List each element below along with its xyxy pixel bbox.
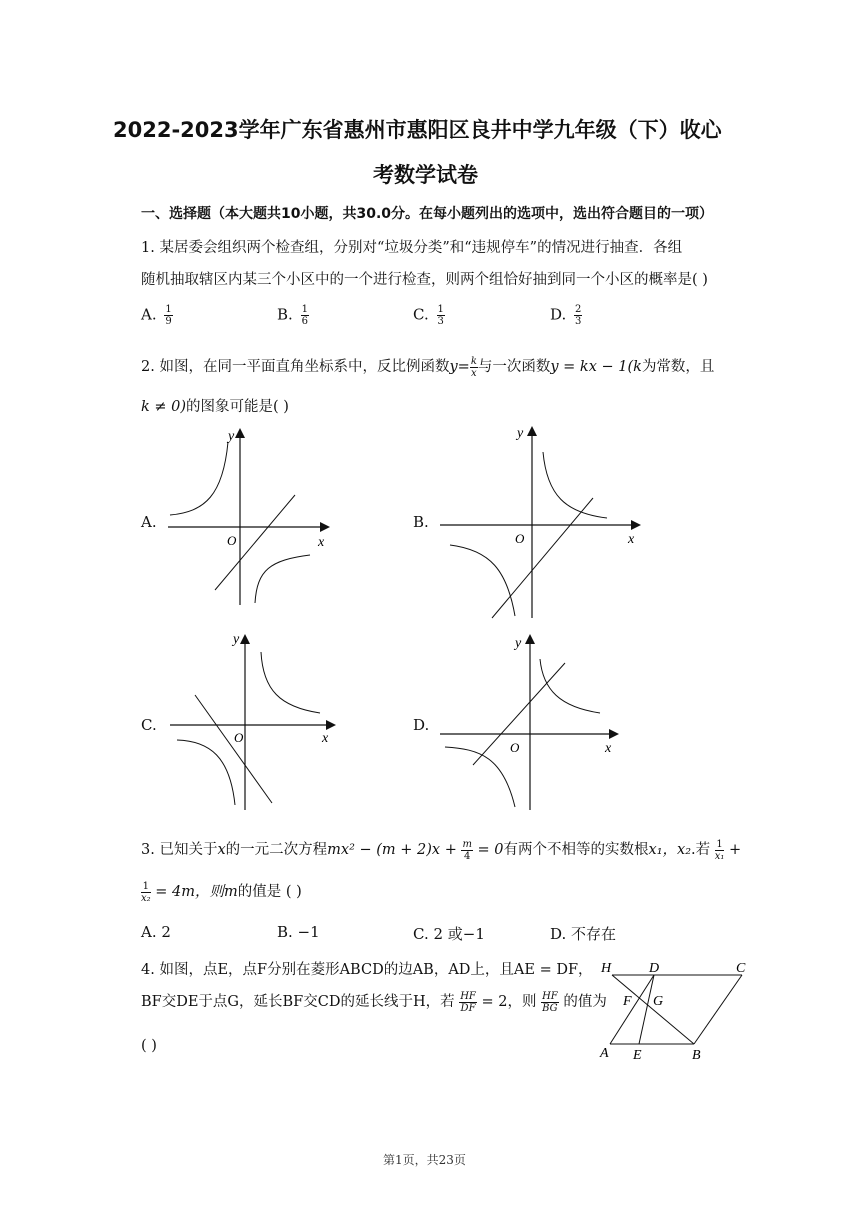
q1-option-d[interactable]: D. $\frac{2}{3}$ xyxy=(550,304,582,327)
q3-option-b[interactable]: B. −1 xyxy=(277,923,320,941)
q4-line3: ( ) xyxy=(141,1038,157,1054)
point-e-label: E xyxy=(633,1048,642,1063)
q1-option-b[interactable]: B. $\frac{1}{6}$ xyxy=(277,304,308,327)
graph-a-y-label: y xyxy=(228,429,235,444)
q3-option-d[interactable]: D. 不存在 xyxy=(550,925,617,943)
page-title-line2: 考数学试卷 xyxy=(373,163,478,187)
graph-b-y-label: y xyxy=(517,426,524,441)
q1-line1: 1. 某居委会组织两个检查组，分别对“垃圾分类”和“违规停车”的情况进行抽查．各组 xyxy=(141,240,683,256)
graph-c xyxy=(165,625,345,815)
graph-d xyxy=(435,625,625,815)
q1-line2: 随机抽取辖区内某三个小区中的一个进行检查，则两个组恰好抽到同一个小区的概率是( ) xyxy=(141,272,708,288)
point-b-label: B xyxy=(692,1048,701,1063)
page-title-line1: 2022-2023学年广东省惠州市惠阳区良井中学九年级（下）收心 xyxy=(113,118,722,142)
q2-option-c-label[interactable]: C. xyxy=(141,716,157,734)
section-header: 一、选择题（本大题共10小题，共30.0分。在每小题列出的选项中，选出符合题目的一项） xyxy=(141,206,714,222)
q2-line2: k ≠ 0)的图象可能是( ) xyxy=(141,399,289,415)
point-c-label: C xyxy=(736,961,746,976)
q4-line2: BF交DE于点G，延长BF交CD的延长线于H，若 $\frac{HF}{DF}$ = 2，则 $\frac{HF}{BG}$ 的值为 xyxy=(141,990,607,1014)
rhombus-figure xyxy=(595,956,755,1064)
graph-d-y-label: y xyxy=(515,636,522,651)
point-a-label: A xyxy=(600,1046,609,1061)
q3-option-a[interactable]: A. 2 xyxy=(141,923,171,941)
point-d-label: D xyxy=(649,961,660,976)
page-footer: 第1页，共23页 xyxy=(383,1153,466,1167)
graph-c-y-label: y xyxy=(233,632,240,647)
graph-d-x-label: x xyxy=(605,741,612,756)
q1-option-c[interactable]: C. $\frac{1}{3}$ xyxy=(413,304,444,327)
q1-option-a[interactable]: A. $\frac{1}{9}$ xyxy=(141,304,172,327)
q2-option-a-label[interactable]: A. xyxy=(141,513,157,531)
q3-line2: $\frac{1}{\text{x₂}}$ = 4m，则m的值是 ( ) xyxy=(141,880,302,904)
q3-line1: 3. 已知关于x的一元二次方程mx² − (m + 2)x + $\frac{m}{4}$ = 0有两个不相等的实数根x₁，x₂.若 $\frac{1}{\text{x₁}}$ + xyxy=(141,838,742,862)
q3-option-c[interactable]: C. 2 或−1 xyxy=(413,925,485,943)
point-h-label: H xyxy=(601,961,612,976)
graph-a-x-label: x xyxy=(318,535,325,550)
graph-a xyxy=(160,420,340,610)
q2-line1: 2. 如图，在同一平面直角坐标系中，反比例函数y= $\frac{k}{x}$ 与一次函数y = kx − 1(k为常数，且 xyxy=(141,355,715,379)
point-f-label: F xyxy=(623,994,632,1009)
graph-b-origin-label: O xyxy=(515,531,525,546)
point-g-label: G xyxy=(653,994,664,1009)
q2-option-b-label[interactable]: B. xyxy=(413,513,429,531)
q4-line1: 4. 如图，点E，点F分别在菱形ABCD的边AB，AD上，且AE = DF， xyxy=(141,962,593,978)
q2-option-d-label[interactable]: D. xyxy=(413,716,430,734)
graph-b xyxy=(435,420,645,620)
graph-c-x-label: x xyxy=(322,731,329,746)
graph-b-x-label: x xyxy=(628,532,635,547)
graph-a-origin-label: O xyxy=(227,533,237,548)
graph-c-origin-label: O xyxy=(234,730,244,745)
graph-d-origin-label: O xyxy=(510,740,520,755)
